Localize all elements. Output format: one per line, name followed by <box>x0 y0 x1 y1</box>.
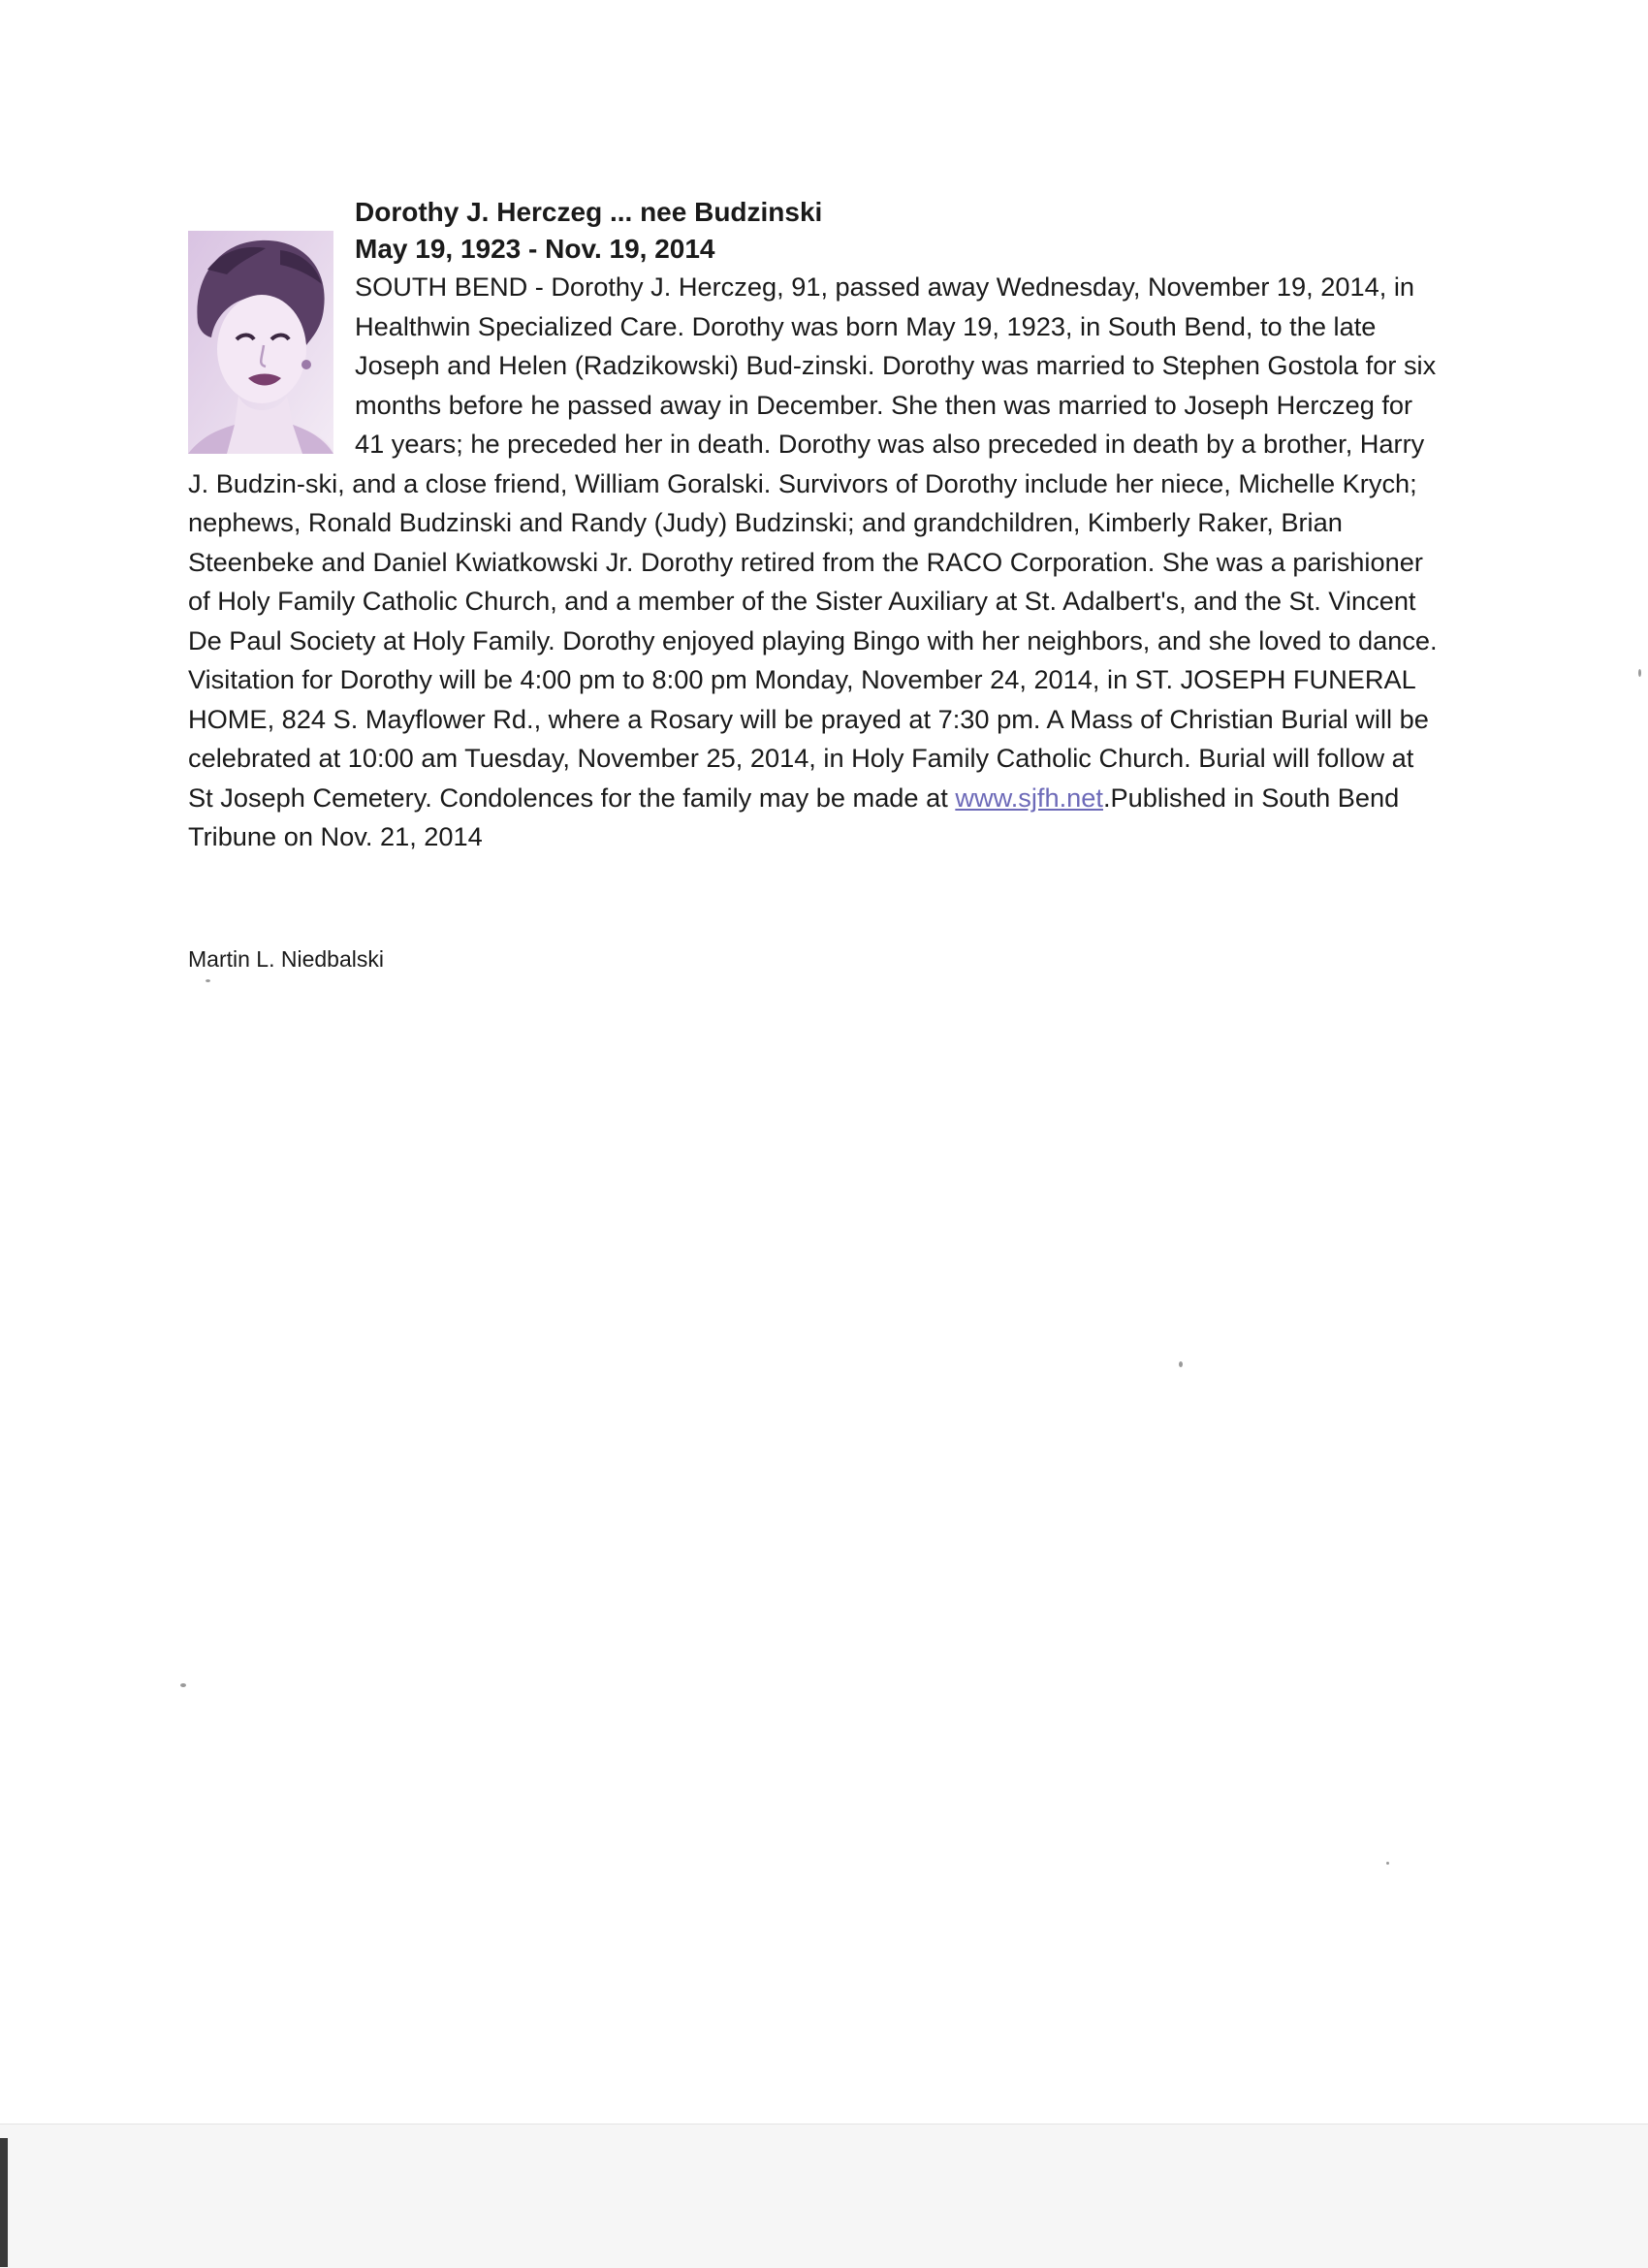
obituary-body-tail: .Published in South Bend Tribune on Nov. 21, 2014 <box>188 782 1400 851</box>
funeral-home-link[interactable]: www.sjfh.net <box>955 782 1103 813</box>
scan-speck <box>1179 1361 1183 1367</box>
portrait-photo <box>188 231 333 454</box>
signature-name: Martin L. Niedbalski <box>188 946 384 972</box>
obituary <box>188 194 1439 857</box>
obituary-body <box>188 268 1439 857</box>
scan-edge <box>0 2138 8 2267</box>
obituary-dates: May 19, 1923 - Nov. 19, 2014 <box>355 234 715 264</box>
obituary-title: Dorothy J. Herczeg ... nee Budzinski <box>355 197 823 227</box>
scan-speck <box>206 979 210 982</box>
scan-speck <box>1638 669 1641 677</box>
scan-speck <box>1386 1862 1389 1865</box>
portrait-photo-icon <box>188 231 333 454</box>
scan-bottom-margin <box>0 2124 1648 2268</box>
obituary-body-text: SOUTH BEND - Dorothy J. Herczeg, 91, passed away Wednesday, November 19, 2014, in Healthwin Specialized Care. Dorothy was born May 19, 1923, in South Bend, to the late Joseph and Helen (Radzikowski) Bud-zinski. Dorothy was married to Stephen Gostola for six months before he passed away in December. She then was married to Joseph Herczeg for 41 years; he preceded her in death. Dorothy was also preceded in death by a brother, Harry J. Budzin-ski, and a close friend, William Goralski. Survivors of Dorothy include her niece, Michelle Krych; nephews, Ronald Budzinski and Randy (Judy) Budzinski; and grandchildren, Kimberly Raker, Brian Steenbeke and Daniel Kwiatkowski Jr. Dorothy retired from the RACO Corporation. She was a parishioner of Holy Family Catholic Church, and a member of the Sister Auxiliary at St. Adalbert's, and the St. Vincent De Paul Society at Holy Family. Dorothy enjoyed playing Bingo with her neighbors, and she loved to dance. Visitation for Dorothy will be 4:00 pm to 8:00 pm Monday, November 24, 2014, in ST. JOSEPH FUNERAL HOME, 824 S. Mayflower Rd., where a Rosary will be prayed at 7:30 pm. A Mass of Christian Burial will be celebrated at 10:00 am Tuesday, November 25, 2014, in Holy Family Catholic Church. Burial will follow at St Joseph Cemetery. Condolences for the family may be made at <box>188 272 1438 813</box>
scan-speck <box>180 1683 186 1687</box>
